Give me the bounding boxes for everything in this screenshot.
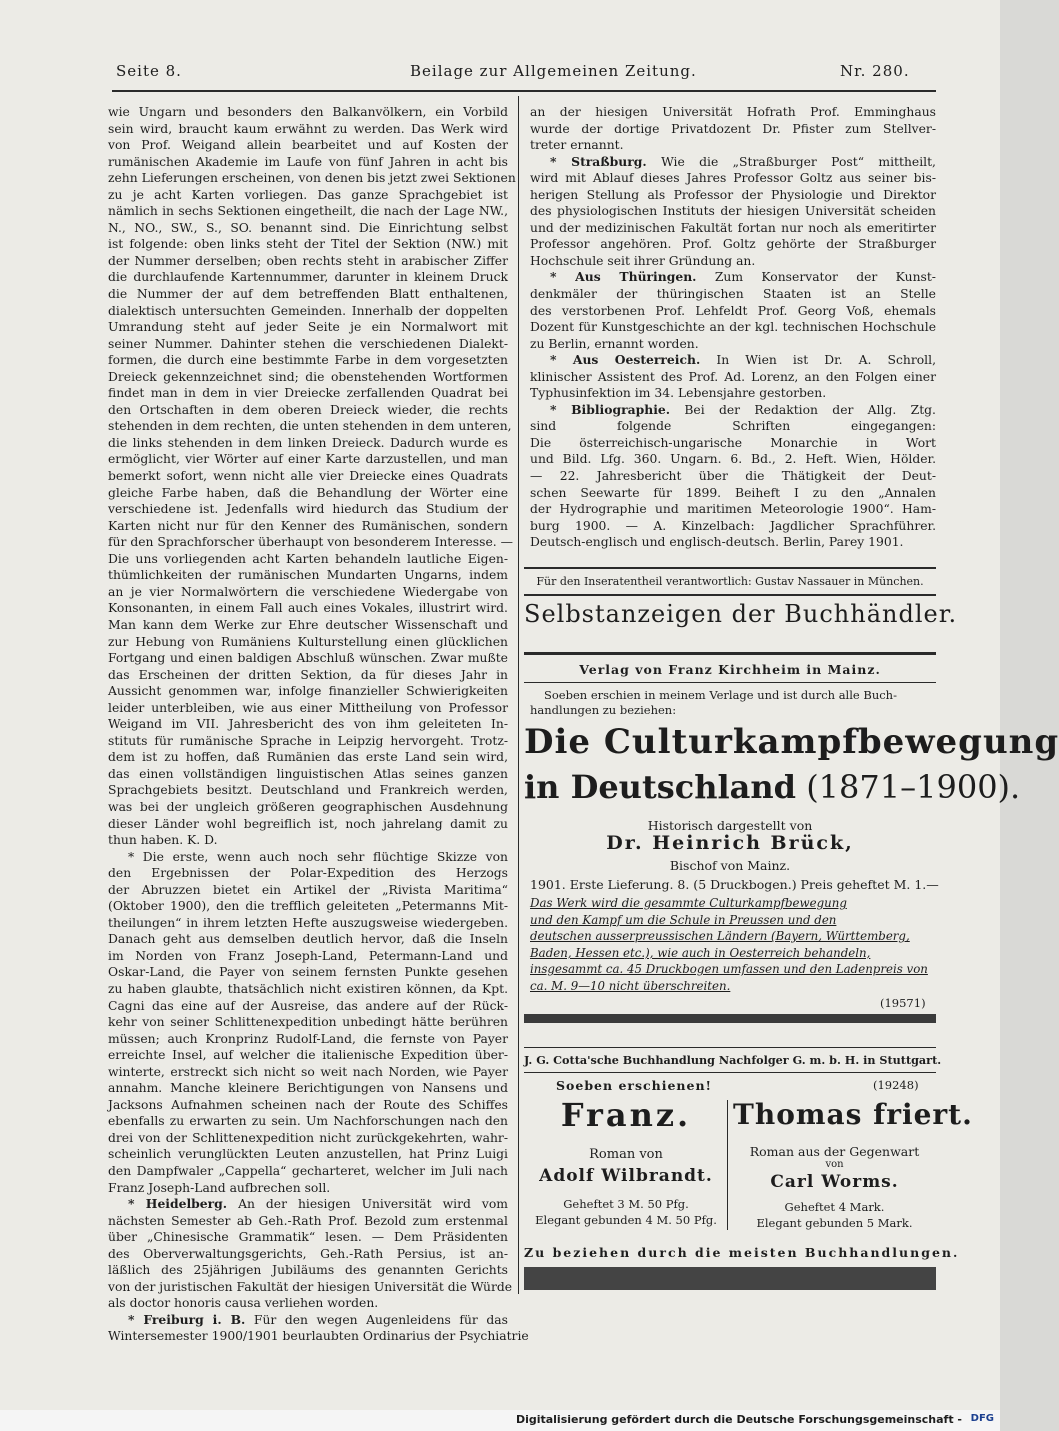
atlas-line: findet man in dem in vier Dreiecke zerfallenden Quadrat bei bbox=[108, 386, 508, 401]
polar-line: Oskar-Land, die Payer von seinem fernsten Punkte gesehen bbox=[108, 965, 508, 980]
thueringen-line: des verstorbenen Prof. Lehfeldt Prof. Georg Voß, ehemals bbox=[530, 303, 936, 318]
strassburg-line: Professor angehören. Prof. Goltz gehörte der Straßburger bbox=[530, 237, 936, 252]
atlas-line: Fortgang und einen baldigen Abschluß wünschen. Zwar mußte bbox=[108, 651, 508, 666]
dfg-footer bbox=[0, 1410, 1000, 1431]
atlas-line: Weigand im VII. Jahresbericht des von ihm geleiteten In- bbox=[108, 717, 508, 732]
ad1-description-line: deutschen ausserpreussischen Ländern (Bayern, Württemberg, bbox=[530, 929, 910, 944]
bibliographie-line: burg 1900. — A. Kinzelbach: Jagdlicher Sprachführer. bbox=[530, 518, 936, 533]
atlas-line: Sprachgebiets besitzt. Deutschland und Frankreich werden, bbox=[108, 783, 508, 798]
atlas-line: was bei der ungleich größeren geographischen Ausdehnung bbox=[108, 799, 508, 814]
ad2-publisher: J. G. Cotta'sche Buchhandlung Nachfolger G. m. b. H. in Stuttgart. bbox=[524, 1053, 942, 1067]
freiburg-first-text: Für den wegen Augenleidens für das bbox=[253, 1312, 508, 1327]
bibliographie-label: * Bibliographie. bbox=[550, 401, 671, 417]
ad2-divider bbox=[727, 1100, 728, 1230]
page-number: Seite 8. bbox=[116, 62, 182, 80]
polar-line: Danach geht aus demselben deutlich hervor, daß die Inseln bbox=[108, 932, 508, 947]
atlas-line: Konsonanten, in einem Fall auch eines Vokales, illustrirt wird. bbox=[108, 601, 508, 616]
polar-line: der Abruzzen bietet ein Artikel der „Rivista Maritima“ bbox=[108, 882, 508, 897]
atlas-line: dialektisch untersuchten Gemeinden. Innerhalb der doppelten bbox=[108, 303, 508, 318]
article-thueringen bbox=[530, 269, 936, 352]
atlas-line: Aussicht genommen war, infolge finanzieller Schwierigkeiten bbox=[108, 684, 508, 699]
atlas-line: das Erscheinen der dritten Sektion, da für dieses Jahr in bbox=[108, 667, 508, 682]
ad1-intro-line2: handlungen zu beziehen: bbox=[530, 703, 677, 717]
bibliographie-line: Deutsch-englisch und englisch-deutsch. Berlin, Parey 1901. bbox=[530, 535, 904, 550]
ad1-price: 1901. Erste Lieferung. 8. (5 Druckbogen.) Preis geheftet M. 1.— bbox=[530, 877, 939, 892]
atlas-line: zur Hebung von Rumäniens Kulturstellung einen glücklichen bbox=[108, 634, 508, 649]
heidelberg-line: nächsten Semester ab Geh.-Rath Prof. Bezold zum erstenmal bbox=[108, 1213, 508, 1228]
strassburg-line: und der medizinischen Fakultät fortan nur noch als emeritirter bbox=[530, 220, 936, 235]
heidelberg-line: über „Chinesische Grammatik“ lesen. — Dem Präsidenten bbox=[108, 1230, 508, 1245]
rule-ads-title bbox=[524, 652, 936, 655]
thueringen-line: denkmäler der thüringischen Staaten ist an Stelle bbox=[530, 287, 936, 302]
ad1-intro-line1: Soeben erschien in meinem Verlage und ist durch alle Buch- bbox=[544, 688, 897, 702]
atlas-line: für den Sprachforscher überhaupt von besonderem Interesse. — bbox=[108, 535, 513, 550]
responsible-line: Für den Inseratentheil verantwortlich: Gustav Nassauer in München. bbox=[536, 575, 924, 588]
atlas-line: rumänischen Akademie im Laufe von fünf Jahren in acht bis bbox=[108, 154, 508, 169]
atlas-line: bemerkt sofort, wenn nicht alle vier Dreiecke eines Quadrats bbox=[108, 469, 508, 484]
polar-line: ebenfalls zu erwarten zu sein. Um Nachforschungen nach den bbox=[108, 1114, 508, 1129]
oesterreich-line: Typhusinfektion im 34. Lebensjahre gestorben. bbox=[530, 386, 827, 401]
bibliographie-line: — 22. Jahresbericht über die Thätigkeit der Deut- bbox=[530, 469, 936, 484]
ad1-author-role: Bischof von Mainz. bbox=[669, 858, 791, 873]
polar-line: theilungen“ in ihrem letzten Hefte auszugsweise wiedergeben. bbox=[108, 915, 508, 930]
atlas-line: seiner Nummer. Dahinter stehen die verschiedenen Dialekt- bbox=[108, 336, 508, 351]
bibliographie-line: sind folgende Schriften eingegangen: bbox=[530, 419, 936, 434]
left-column bbox=[108, 104, 529, 1345]
ad2-footer: Zu beziehen durch die meisten Buchhandlungen. bbox=[524, 1245, 960, 1260]
ad1-ref: (19571) bbox=[880, 996, 926, 1010]
atlas-line: thümlichkeiten der rumänischen Mundarten Ungarns, indem bbox=[108, 568, 508, 583]
polar-line: scheinlich verunglückten Leuten anzustellen, hat Prinz Luigi bbox=[108, 1147, 508, 1162]
atlas-line: wie Ungarn und besonders den Balkanvölkern, ein Vorbild bbox=[108, 105, 508, 119]
polar-line: zu haben glaubte, thatsächlich nicht existiren können, da Kpt. bbox=[108, 981, 508, 996]
ad1-book-title-line1: Die Culturkampfbewegung bbox=[524, 722, 1059, 762]
atlas-line: zu je acht Karten vorliegen. Das ganze Sprachgebiet ist bbox=[108, 187, 508, 202]
heidelberg-line: von der juristischen Fakultät der hiesigen Universität die Würde bbox=[108, 1279, 513, 1294]
strassburg-line: herigen Stellung als Professor der Physiologie und Direktor bbox=[530, 187, 936, 202]
rule-below-responsible bbox=[524, 594, 936, 596]
bibliographie-first-text: Bei der Redaktion der Allg. Ztg. bbox=[684, 402, 936, 417]
atlas-line: ist folgende: oben links steht der Titel der Sektion (NW.) mit bbox=[108, 237, 508, 252]
atlas-line: dieser Länder wohl begreiflich ist, noch jahrelang damit zu bbox=[108, 816, 508, 831]
polar-line: Franz Joseph-Land aufbrechen soll. bbox=[108, 1180, 331, 1195]
oesterreich-first-line bbox=[530, 352, 936, 369]
heidelberg-first-line bbox=[108, 1196, 508, 1213]
freiburg-cont-line: wurde der dortige Privatdozent Dr. Pfister zum Stellver- bbox=[530, 121, 936, 136]
ad-bottom-bar bbox=[524, 1267, 936, 1290]
rule-above-responsible bbox=[524, 567, 936, 569]
atlas-line: gleiche Farbe haben, daß die Behandlung der Wörter eine bbox=[108, 485, 508, 500]
freiburg-cont-line: an der hiesigen Universität Hofrath Prof. Emminghaus bbox=[530, 105, 936, 119]
polar-line: winterte, erstreckt sich nicht so weit nach Norden, wie Payer bbox=[108, 1064, 508, 1079]
atlas-line: leider unterbleiben, wie aus einer Mittheilung von Professor bbox=[108, 700, 508, 715]
journal-title: Beilage zur Allgemeinen Zeitung. bbox=[410, 62, 697, 80]
bibliographie-line: Die österreichisch-ungarische Monarchie in Wort bbox=[530, 435, 936, 450]
rule-ad1-publisher bbox=[524, 682, 936, 683]
thueringen-line: zu Berlin, ernannt worden. bbox=[530, 336, 699, 351]
dfg-logo: DFG bbox=[970, 1413, 994, 1424]
polar-line: müssen; auch Kronprinz Rudolf-Land, die fernste von Payer bbox=[108, 1031, 508, 1046]
right-column bbox=[530, 104, 936, 551]
atlas-line: verschiedene ist. Jedenfalls wird hiedurch das Studium der bbox=[108, 502, 508, 517]
ad1-description-line: Baden, Hessen etc.), wie auch in Oesterreich behandeln, bbox=[530, 945, 871, 960]
ad2-ref: (19248) bbox=[873, 1078, 919, 1092]
book1-title: Franz. bbox=[560, 1096, 692, 1134]
polar-line: annahm. Manche kleinere Berichtigungen von Nansens und bbox=[108, 1081, 508, 1096]
oesterreich-label: * Aus Oesterreich. bbox=[550, 352, 701, 368]
atlas-line: an je vier Normalwörtern die verschiedene Wiedergabe von bbox=[108, 584, 508, 599]
atlas-line: sein wird, braucht kaum erwähnt zu werden. Das Werk wird bbox=[108, 121, 508, 136]
atlas-line: die durchlaufende Kartennummer, darunter in kleinem Druck bbox=[108, 270, 508, 285]
strassburg-line: des physiologischen Instituts der hiesigen Universität scheiden bbox=[530, 204, 936, 219]
article-atlas bbox=[108, 104, 516, 849]
ad1-title-years: (1871–1900). bbox=[806, 768, 1021, 806]
book1-author: Adolf Wilbrandt. bbox=[539, 1166, 713, 1186]
ads-section-title: Selbstanzeigen der Buchhändler. bbox=[524, 600, 958, 628]
ad-separator-bar bbox=[524, 1014, 936, 1023]
atlas-line: N., NO., SW., S., SO. benannt sind. Die Einrichtung selbst bbox=[108, 220, 508, 235]
atlas-line: formen, die durch eine bestimmte Farbe in dem vorgesetzten bbox=[108, 353, 508, 368]
heidelberg-line: des Oberverwaltungsgerichts, Geh.-Rath Persius, ist an- bbox=[108, 1246, 508, 1261]
article-oesterreich bbox=[530, 352, 936, 402]
polar-line: (Oktober 1900), den die trefflich geleiteten „Petermanns Mit- bbox=[108, 899, 508, 914]
thueringen-label: * Aus Thüringen. bbox=[550, 269, 697, 285]
book2-genre: Roman aus der Gegenwart bbox=[749, 1144, 920, 1159]
polar-line: drei von der Schlittenexpedition nicht zurückgekehrten, wahr- bbox=[108, 1130, 508, 1145]
bibliographie-line: und Bild. Lfg. 360. Ungarn. 6. Bd., 2. Heft. Wien, Hölder. bbox=[530, 452, 936, 467]
thueringen-first-line bbox=[530, 269, 936, 286]
book2-price-paper: Geheftet 4 Mark. bbox=[784, 1200, 885, 1214]
atlas-line: der Nummer derselben; oben rechts steht in arabischer Ziffer bbox=[108, 253, 508, 268]
atlas-line: zehn Lieferungen erscheinen, von denen bis jetzt zwei Sektionen bbox=[108, 171, 516, 186]
dfg-credit-text: Digitalisierung gefördert durch die Deutsche Forschungsgemeinschaft - bbox=[515, 1413, 962, 1426]
book1-price-bound: Elegant gebunden 4 M. 50 Pfg. bbox=[535, 1213, 717, 1227]
atlas-line: thun haben. K. D. bbox=[108, 833, 218, 848]
book2-price-bound: Elegant gebunden 5 Mark. bbox=[756, 1216, 913, 1230]
polar-line: Cagni das eine auf der Ausreise, das andere auf der Rück- bbox=[108, 998, 508, 1013]
column-divider bbox=[518, 96, 519, 1294]
polar-line: Jacksons Aufnahmen scheinen nach der Route des Schiffes bbox=[108, 1097, 508, 1112]
polar-line: im Norden von Franz Joseph-Land, Petermann-Land und bbox=[108, 948, 508, 963]
freiburg-line: Wintersemester 1900/1901 beurlaubten Ordinarius der Psychiatrie bbox=[108, 1329, 529, 1344]
polar-line: den Ergebnissen der Polar-Expedition des Herzogs bbox=[108, 866, 508, 881]
atlas-line: Karten nicht nur für den Kenner des Rumänischen, sondern bbox=[108, 518, 508, 533]
book2-author: Carl Worms. bbox=[770, 1172, 899, 1192]
book2-title: Thomas friert. bbox=[733, 1098, 973, 1131]
atlas-line: ermöglicht, vier Wörter auf einer Karte darzustellen, und man bbox=[108, 452, 508, 467]
atlas-line: die links stehenden in dem linken Dreieck. Dadurch wurde es bbox=[108, 435, 508, 450]
ad1-book-title-line2 bbox=[524, 768, 1021, 806]
bibliographie-line: der Hydrographie und maritimen Meteorologie 1900“. Ham- bbox=[530, 502, 936, 517]
strassburg-first-line bbox=[530, 154, 936, 171]
polar-first-text: erste, wenn auch noch sehr flüchtige Skizze von bbox=[172, 849, 508, 864]
ad1-description-line: ca. M. 9—10 nicht überschreiten. bbox=[530, 978, 731, 993]
book1-price-paper: Geheftet 3 M. 50 Pfg. bbox=[563, 1197, 689, 1211]
ad1-title-in-deutschland: in Deutschland bbox=[524, 768, 797, 806]
strassburg-line: Hochschule seit ihrer Gründung an. bbox=[530, 253, 756, 268]
heidelberg-line: läßlich des 25jährigen Jubiläums des genannten Gerichts bbox=[108, 1263, 508, 1278]
article-strassburg bbox=[530, 154, 936, 270]
article-polar bbox=[108, 849, 508, 1196]
heidelberg-line: als doctor honoris causa verliehen worden. bbox=[108, 1296, 379, 1311]
freiburg-first-line bbox=[108, 1312, 508, 1329]
article-heidelberg bbox=[108, 1196, 513, 1312]
ad1-subtitle: Historisch dargestellt von bbox=[647, 818, 813, 833]
article-freiburg-cont bbox=[530, 104, 936, 154]
polar-first-line bbox=[108, 849, 508, 866]
freiburg-cont-line: treter ernannt. bbox=[530, 138, 624, 153]
thueringen-first-text: Zum Konservator der Kunst- bbox=[714, 270, 936, 285]
atlas-line: nämlich in sechs Sektionen eingetheilt, die nach der Lage NW., bbox=[108, 204, 508, 219]
ad2-just-out: Soeben erschienen! bbox=[556, 1078, 713, 1093]
ad1-description-line: insgesammt ca. 45 Druckbogen umfassen und den Ladenpreis von bbox=[530, 962, 928, 977]
atlas-line: den Ortschaften in dem oberen Dreieck wieder, die rechts bbox=[108, 402, 508, 417]
strassburg-first-text: Wie die „Straßburger Post“ mittheilt, bbox=[661, 154, 936, 169]
heidelberg-label: * Heidelberg. bbox=[128, 1196, 228, 1212]
article-bibliographie bbox=[530, 402, 936, 551]
freiburg-label: * Freiburg i. B. bbox=[128, 1311, 246, 1327]
bibliographie-first-line bbox=[530, 402, 936, 419]
rule-ad2-publisher bbox=[524, 1072, 936, 1073]
strassburg-label: * Straßburg. bbox=[550, 153, 647, 169]
book1-genre: Roman von bbox=[589, 1147, 663, 1162]
polar-line: kehr von seiner Schlittenexpedition unbedingt hätte berühren bbox=[108, 1015, 508, 1030]
thueringen-line: Dozent für Kunstgeschichte an der kgl. technischen Hochschule bbox=[530, 320, 936, 335]
polar-line: erreichte Insel, auf welcher die italienische Expedition über- bbox=[108, 1048, 508, 1063]
header-rule bbox=[112, 90, 936, 92]
polar-line: den Dampfwaler „Cappella“ gecharteret, welcher im Juli nach bbox=[108, 1164, 508, 1178]
ad1-author: Dr. Heinrich Brück, bbox=[606, 832, 854, 854]
atlas-line: Man kann dem Werke zur Ehre deutscher Wissenschaft und bbox=[108, 617, 508, 632]
atlas-line: die Nummer der auf dem betreffenden Blatt enthaltenen, bbox=[108, 287, 508, 302]
ad1-description bbox=[530, 895, 932, 995]
oesterreich-first-text: In Wien ist Dr. A. Schroll, bbox=[716, 353, 936, 368]
atlas-line: Umrandung steht auf jeder Seite je ein Normalwort mit bbox=[108, 320, 508, 335]
article-freiburg bbox=[108, 1311, 529, 1345]
atlas-line: von Prof. Weigand allein bearbeitet und auf Kosten der bbox=[108, 138, 508, 153]
atlas-line: das einen vollständigen linguistischen Atlas seines ganzen bbox=[108, 766, 508, 781]
bibliographie-line: schen Seewarte für 1899. Beiheft I zu den „Annalen bbox=[530, 485, 936, 500]
atlas-line: dem ist zu hoffen, daß Rumänien das erste Land sein wird, bbox=[108, 750, 508, 765]
ad1-publisher: Verlag von Franz Kirchheim in Mainz. bbox=[579, 662, 881, 677]
atlas-line: stehenden in dem rechten, die unten stehenden in dem unteren, bbox=[108, 419, 512, 434]
ad1-description-line: und den Kampf um die Schule in Preussen und den bbox=[530, 912, 837, 927]
atlas-line: Die uns vorliegenden acht Karten behandeln lautliche Eigen- bbox=[108, 551, 508, 566]
oesterreich-line: klinischer Assistent des Prof. Ad. Lorenz, an den Folgen einer bbox=[530, 369, 936, 384]
polar-label: * Die bbox=[128, 849, 164, 864]
rule-ad2-top bbox=[524, 1047, 936, 1048]
book2-von: von bbox=[825, 1159, 844, 1170]
heidelberg-first-text: An der hiesigen Universität wird vom bbox=[238, 1197, 508, 1212]
atlas-line: stituts für rumänische Sprache in Leipzig hervorgeht. Trotz- bbox=[108, 733, 508, 748]
ad1-description-line: Das Werk wird die gesammte Culturkampfbewegung bbox=[530, 896, 847, 910]
atlas-line: Dreieck gekennzeichnet sind; die obenstehenden Wortformen bbox=[108, 369, 508, 384]
strassburg-line: wird mit Ablauf dieses Jahres Professor Goltz aus seiner bis- bbox=[530, 171, 936, 186]
issue-number: Nr. 280. bbox=[840, 62, 910, 80]
